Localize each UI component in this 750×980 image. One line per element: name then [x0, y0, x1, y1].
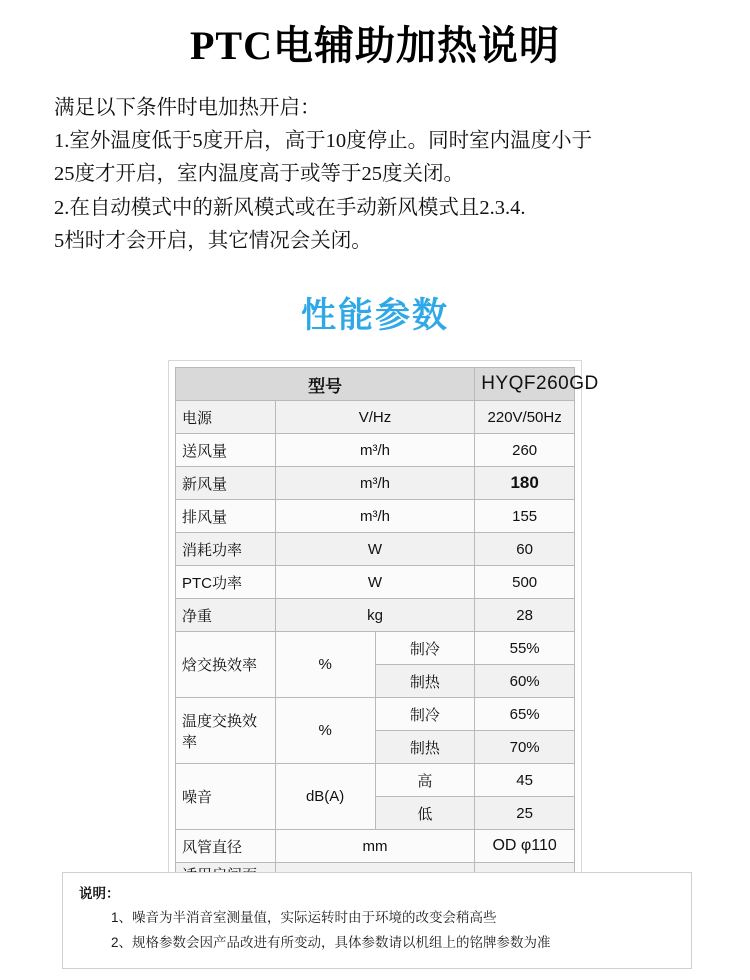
row-value: 260 — [475, 434, 575, 467]
table-row — [176, 830, 575, 863]
table-row — [176, 566, 575, 599]
table-row — [176, 467, 575, 500]
row-name: 新风量 — [176, 467, 276, 500]
row-value: 60% — [475, 665, 575, 698]
row-sub: 制热 — [375, 665, 475, 698]
row-value: 25 — [475, 797, 575, 830]
table-header-row — [176, 368, 575, 401]
row-sub: 制冷 — [375, 698, 475, 731]
row-sub: 低 — [375, 797, 475, 830]
intro-line-1: 满足以下条件时电加热开启： — [54, 97, 321, 119]
notes-title: 说明： — [79, 886, 120, 901]
row-unit: m³/h — [275, 467, 475, 500]
table-row — [176, 500, 575, 533]
row-unit: mm — [275, 830, 475, 863]
row-unit: dB(A) — [275, 764, 375, 830]
page-title: PTC电辅助加热说明 — [190, 23, 560, 68]
row-name: 温度交换效率 — [176, 698, 276, 764]
notes-list — [75, 906, 679, 956]
row-name: 消耗功率 — [176, 533, 276, 566]
row-unit: W — [275, 533, 475, 566]
row-name: 送风量 — [176, 434, 276, 467]
row-name: 噪音 — [176, 764, 276, 830]
table-row — [176, 764, 575, 797]
row-sub: 制热 — [375, 731, 475, 764]
intro-line-2: 1.室外温度低于5度开启，高于10度停止。同时室内温度小于 — [54, 130, 593, 153]
row-unit: m³/h — [275, 434, 475, 467]
row-value: 45 — [475, 764, 575, 797]
row-value: 28 — [475, 599, 575, 632]
header-model: HYQF260GD — [475, 368, 575, 401]
row-value: 60 — [475, 533, 575, 566]
row-name: 风管直径 — [176, 830, 276, 863]
row-name: PTC功率 — [176, 566, 276, 599]
row-value: 70% — [475, 731, 575, 764]
row-value: 155 — [475, 500, 575, 533]
row-unit: kg — [275, 599, 475, 632]
row-value: OD φ110 — [475, 830, 575, 863]
table-row — [176, 698, 575, 731]
row-value: 65% — [475, 698, 575, 731]
notes-box — [62, 872, 692, 969]
intro-paragraph — [0, 92, 750, 258]
row-name: 电源 — [176, 401, 276, 434]
row-sub: 高 — [375, 764, 475, 797]
section-heading-performance: 性能参数 — [300, 296, 449, 336]
intro-line-4: 2.在自动模式中的新风模式或在手动新风模式且2.3.4. — [54, 196, 526, 219]
row-name: 焓交换效率 — [176, 632, 276, 698]
list-item: 2、规格参数会因产品改进有所变动，具体参数请以机组上的铭牌参数为准 — [111, 934, 551, 950]
table-row — [176, 599, 575, 632]
row-value: 55% — [475, 632, 575, 665]
table-row — [176, 533, 575, 566]
table-row — [176, 632, 575, 665]
row-name: 排风量 — [176, 500, 276, 533]
row-value: 500 — [475, 566, 575, 599]
row-unit: m³/h — [275, 500, 475, 533]
row-unit: % — [275, 698, 375, 764]
row-sub: 制冷 — [375, 632, 475, 665]
table-row — [176, 401, 575, 434]
row-name: 净重 — [176, 599, 276, 632]
row-unit: W — [275, 566, 475, 599]
spec-table — [175, 367, 599, 908]
intro-line-3: 25度才开启，室内温度高于或等于25度关闭。 — [54, 163, 464, 186]
spec-table-container — [168, 360, 599, 915]
row-unit: % — [275, 632, 375, 698]
list-item: 1、噪音为半消音室测量值，实际运转时由于环境的改变会稍高些 — [111, 910, 497, 925]
header-label: 型号 — [176, 368, 475, 401]
table-row — [176, 434, 575, 467]
intro-line-5: 5档时才会开启，其它情况会关闭。 — [54, 229, 372, 252]
row-unit: V/Hz — [275, 401, 475, 434]
row-value: 220V/50Hz — [475, 401, 575, 434]
row-value: 180 — [475, 467, 575, 500]
